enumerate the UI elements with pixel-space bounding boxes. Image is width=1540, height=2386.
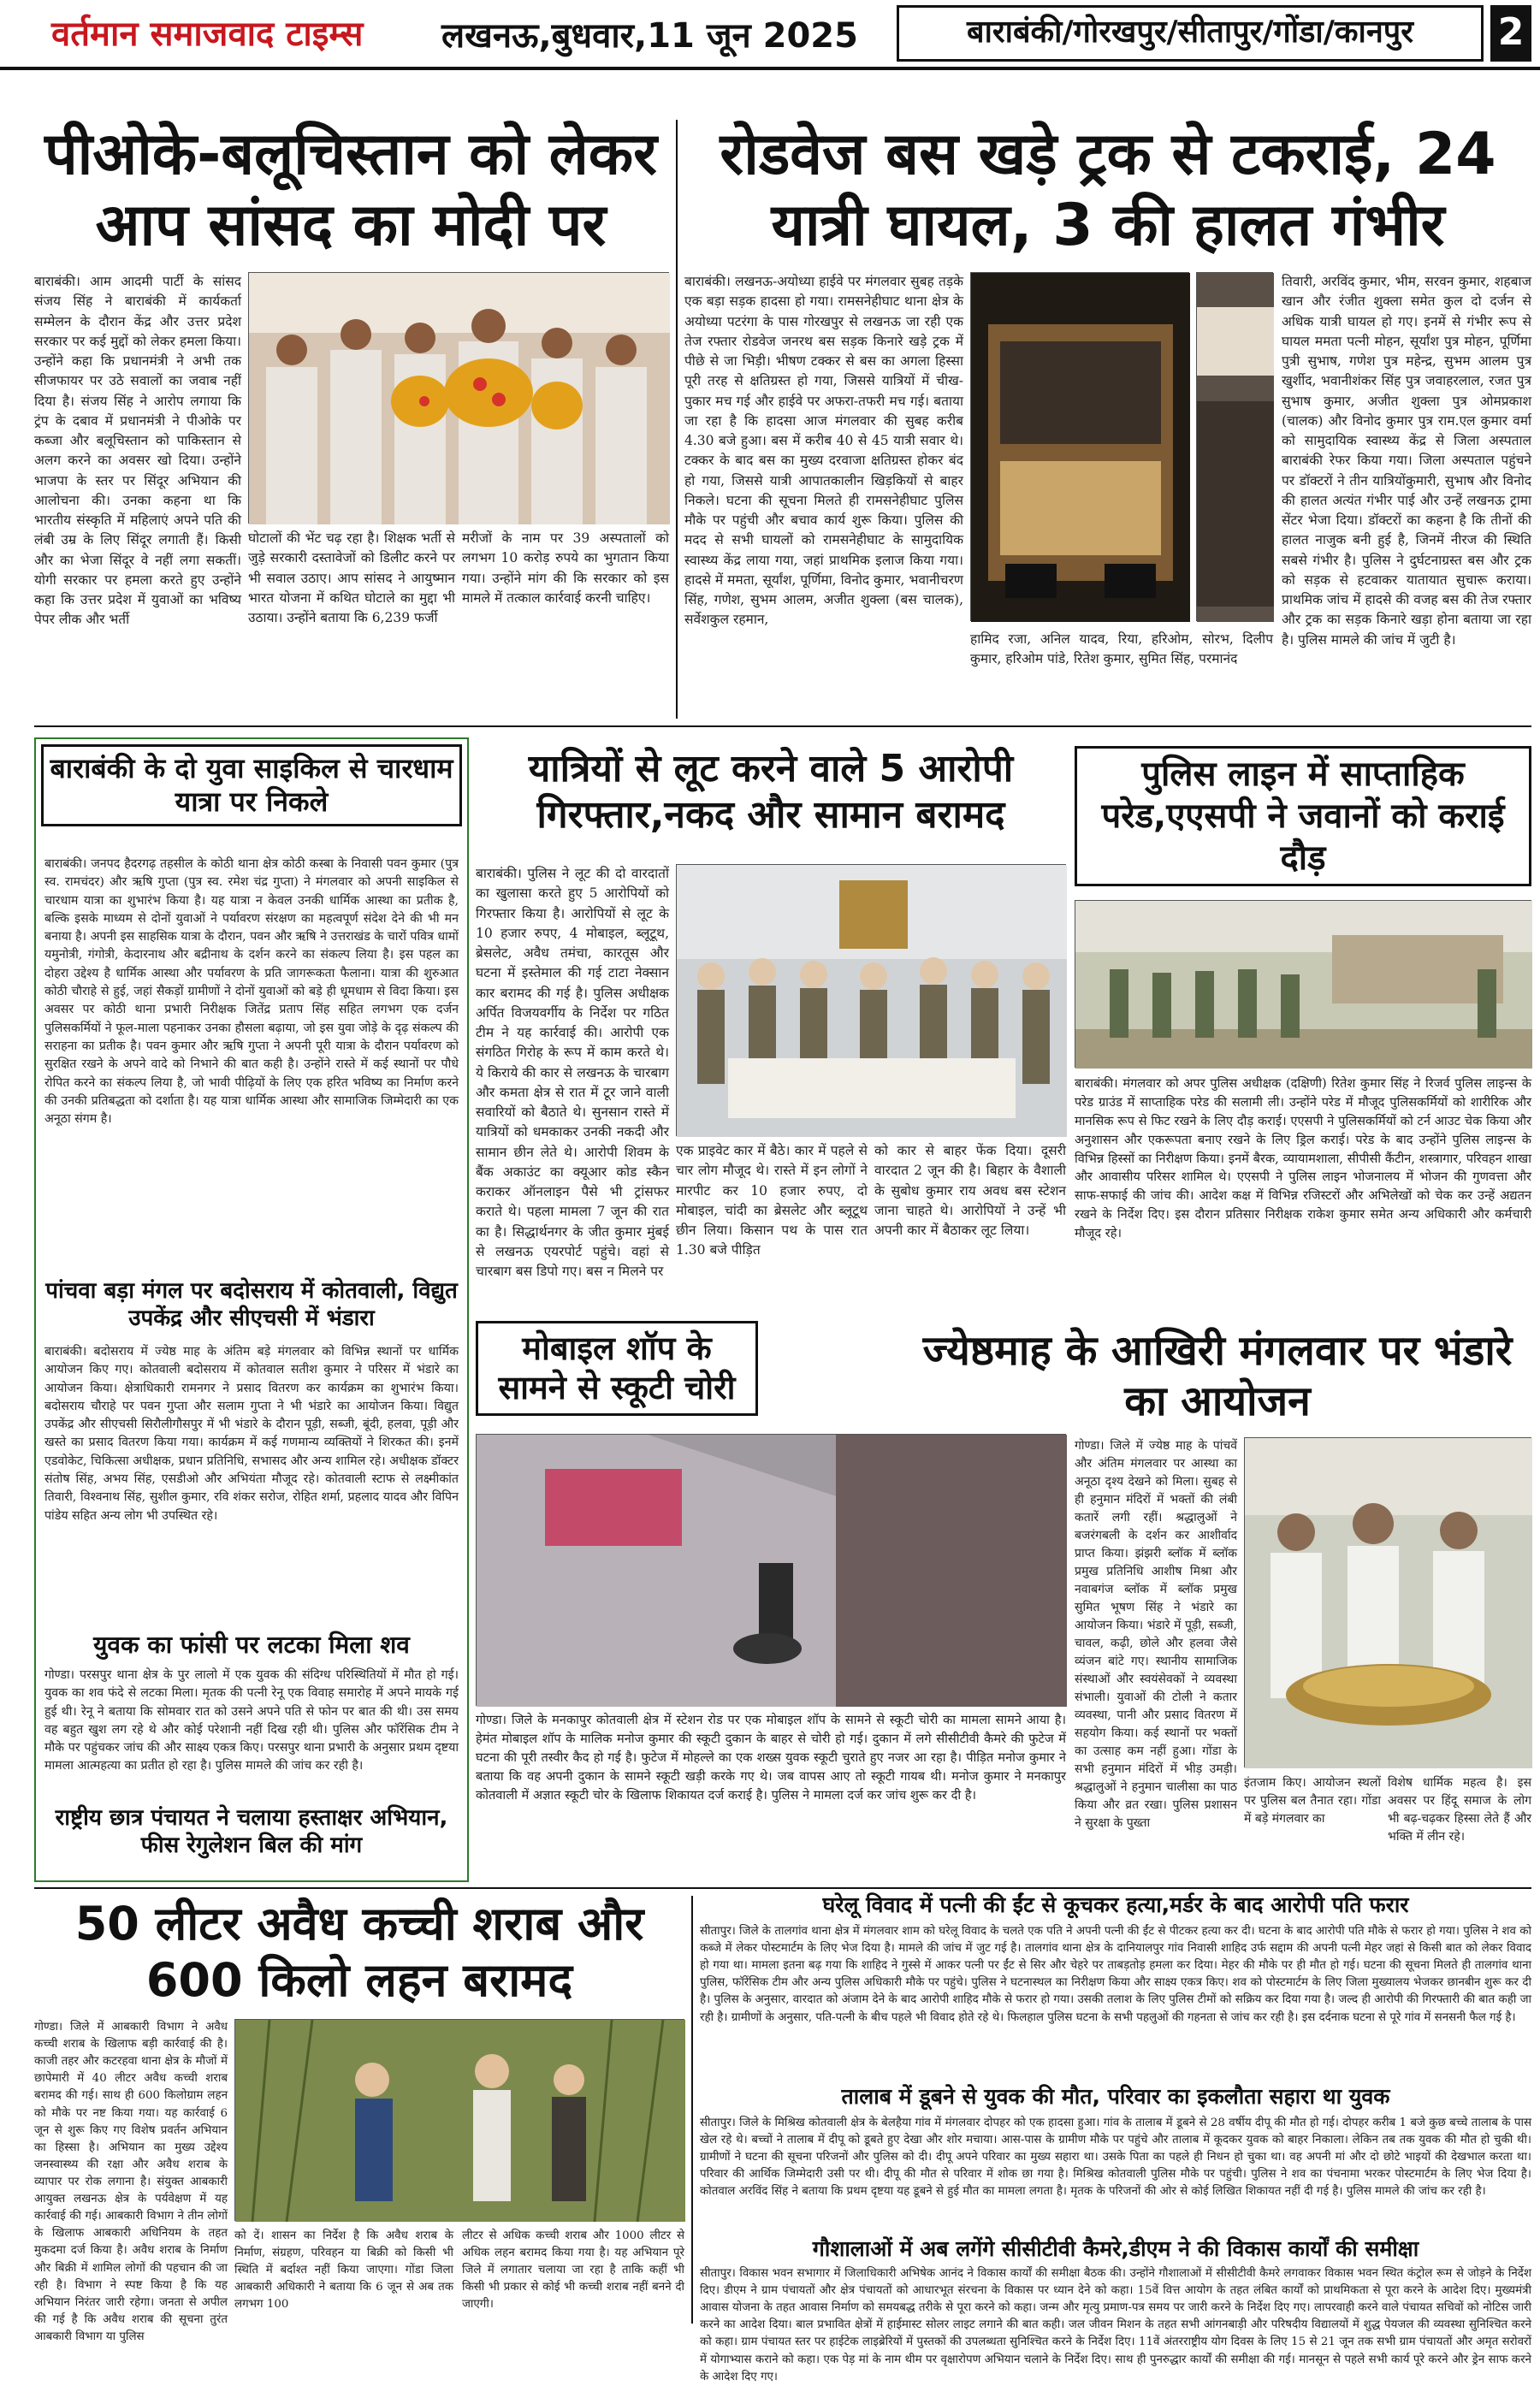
section-rule xyxy=(34,725,1531,727)
headline-loot: यात्रियों से लूट करने वाले 5 आरोपी गिरफ्तार,नकद और सामान बरामद xyxy=(528,747,1014,837)
photo-aap-sansad-garland xyxy=(248,272,669,524)
article-pok-body-3: मरीजों के नाम पर 39 अस्पतालों को लगभग 10 करोड़ रुपये का भुगतान किया गया। उन्होंने मांग की कि सरकार को इस मामले में तत्काल कार्रवाई करनी चाहिए। xyxy=(462,530,669,606)
photo-liquor-raid xyxy=(234,2019,684,2221)
article-parade-body: बाराबंकी। मंगलवार को अपर पुलिस अधीक्षक (दक्षिणी) रितेश कुमार सिंह ने रिजर्व पुलिस लाइन्स के परेड ग्राउंड में साप्ताहिक परेड की सलामी ली। उन्होंने परेड में मौजूद पुलिसकर्मियों को शारीरिक और मानसिक रूप से फिट रखने के लिए दौड़ कराई। एएसपी ने पुलिसकर्मियों को टर्न आउट चेक किया और अनुशासन और एकरूपता बनाए रखने के लिए ड्रिल कराई। परेड के बाद उन्होंने पुलिस लाइन्स के विभिन्न हिस्सों का निरीक्षण किया। इनमें बैरक, व्यायामशाला, सीपीसी कैंटीन, शस्त्रागार, परिवहन शाखा और आवासीय परिसर शामिल थे। एएसपी ने पुलिस लाइन भोजनालय में भोजन की गुणवत्ता और साफ-सफाई की जांच की। आदेश कक्ष में विभिन्न रजिस्टरों और अभिलेखों को चेक कर उन्हें अद्यतन रखने के निर्देश दिए। इस दौरान प्रतिसार निरीक्षक राकेश कुमार समेत अन्य अधिकारी और कर्मचारी मौजूद रहे। xyxy=(1075,1076,1531,1241)
section-rule xyxy=(34,1887,1531,1889)
article-suicide-body: गोण्डा। परसपुर थाना क्षेत्र के पुर लालो में एक युवक की संदिग्ध परिस्थितियों में मौत हो गई। युवक का शव फंदे से लटका मिला। मृतक की पत्नी रेनू एक विवाह समारोह में अपने मायके गई हुई थी। रेनू ने बताया कि सोमवार रात को उसने अपने पति से फोन पर बात की थी। उस समय वह बहुत खुश लग रहे थे और कोई परेशानी नहीं दिख रही थी। पुलिस और फॉरेंसिक टीम ने मौके पर पहुंचकर जांच की और साक्ष्य एकत्र किए। परसपुर थाना प्रभारी के अनुसार प्रथम दृष्टया मामला आत्महत्या का प्रतीत हो रहा है। पुलिस मामले की जांच कर रही है। xyxy=(44,1668,459,1773)
article-cctv-body: सीतापुर। विकास भवन सभागार में जिलाधिकारी अभिषेक आनंद ने विकास कार्यों की समीक्षा बैठक की। उन्होंने गौशालाओं में सीसीटीवी कैमरे लगवाकर विकास भवन स्थित कंट्रोल रूम से जोड़ने के निर्देश दिए। डीएम ने ग्राम पंचायतों और क्षेत्र पंचायतों को आधारभूत संरचना के विकास पर ध्यान देने को कहा। 15वें वित्त आयोग के तहत लंबित कार्यों को प्राथमिकता से पूरा करने के आदेश दिए। मुख्यमंत्री आवास योजना के तहत आवास निर्माण को समयबद्ध तरीके से पूरा करने को कहा। जन्म और मृत्यु प्रमाण-पत्र समय पर जारी करने के निर्देश दिए गए। लापरवाही करने वाले पंचायत सचिवों को नोटिस जारी करने का आदेश दिया। बाल प्रभावित क्षेत्रों में हाईमास्ट सोलर लाइट लगाने की बात कही। जल जीवन मिशन के तहत सभी आंगनबाड़ी और परिषदीय विद्यालयों में शुद्ध पेयजल की व्यवस्था सुनिश्चित करने को कहा। ग्राम पंचायत स्तर पर हाईटेक लाइब्रेरियों में पुस्तकों की उपलब्धता सुनिश्चित करने के निर्देश दिए। 11वें अंतरराष्ट्रीय योग दिवस के लिए 15 से 21 जून तक सभी ग्राम पंचायतों और अमृत सरोवरों में योगाभ्यास कराने को कहा। एक पेड़ मां के नाम थीम पर वृक्षारोपण अभियान चलाने के निर्देश दिए। साथ ही पुनरुद्धार कार्यों की समीक्षा की गई। मानसून से पहले सभी कार्य पूरे करने और ड्रेन साफ करने के आदेश दिए गए। xyxy=(700,2267,1531,2383)
article-liquor-body: गोण्डा। जिले में आबकारी विभाग ने अवैध कच्ची शराब के खिलाफ बड़ी कार्रवाई की है। काजी तहर और कटरहवा थाना क्षेत्र के मौजों में छापेमारी में 40 लीटर अवैध कच्ची शराब बरामद की गई। साथ ही 600 किलोग्राम लहन को मौके पर नष्ट किया गया। यह कार्रवाई 6 जून से शुरू किए गए विशेष प्रवर्तन अभियान का हिस्सा है। अभियान का मुख्य उद्देश्य जनस्वास्थ्य की रक्षा और अवैध शराब के व्यापार पर रोक लगाना है। संयुक्त आबकारी आयुक्त लखनऊ क्षेत्र के पर्यवेक्षण में यह कार्रवाई की गई। आबकारी विभाग ने तीन लोगों के खिलाफ आबकारी अधिनियम के तहत मुकदमा दर्ज किया है। अवैध शराब के निर्माण और बिक्री में शामिल लोगों की पहचान की जा रही है। विभाग ने स्पष्ट किया है कि यह अभियान निरंतर जारी रहेगा। जनता से अपील की गई है कि अवैध शराब की सूचना तुरंत आबकारी विभाग या पुलिस xyxy=(34,2021,228,2343)
headline-roadways: रोडवेज बस खड़े ट्रक से टकराई, 24 यात्री घायल, 3 की हालत गंभीर xyxy=(720,121,1496,259)
dateline: लखनऊ,बुधवार,11 जून 2025 xyxy=(441,16,858,56)
newspaper-brand: वर्तमान समाजवाद टाइम्स xyxy=(51,14,364,54)
article-pok-body-2: घोटालों की भेंट चढ़ रहा है। शिक्षक भर्ती से जुड़े सरकारी दस्तावेजों को डिलीट करने पर भी सवाल उठाए। आप सांसद ने आयुष्मान भारत योजना में कथित घोटाले का मुद्दा भी उठाया। उन्होंने बताया कि 6,239 फर्जी xyxy=(248,530,455,625)
headline-parade: पुलिस लाइन में साप्ताहिक परेड,एएसपी ने जवानों को कराई दौड़ xyxy=(1075,746,1531,886)
article-liquor-body-3: लीटर से अधिक कच्ची शराब और 1000 लीटर से अधिक लहन बरामद किया गया है। यह अभियान पूरे जिले में लगातार चलाया जा रहा है ताकि कहीं भी किसी भी प्रकार से कोई भी कच्ची शराब नहीं बनने दी जाएगी। xyxy=(462,2229,684,2312)
article-loot-body-3: को कार से बाहर फेंक दिया। दूसरी वारदात 2 जून की है। बिहार के वैशाली के सुबोध कुमार राय अवध बस स्टेशन जाना चाहते थे। आरोपियों ने उन्हें भी अपनी कार में बैठाकर लूट लिया। xyxy=(874,1143,1066,1238)
article-drowning-body: सीतापुर। जिले के मिश्रिख कोतवाली क्षेत्र के बेलहैया गांव में मंगलवार दोपहर को एक हादसा हुआ। गांव के तालाब में डूबने से 28 वर्षीय दीपू की मौत हो गई। दोपहर करीब 1 बजे कुछ बच्चे तालाब के पास खेल रहे थे। बच्चों ने तालाब में दीपू को डूबते हुए देखा और शोर मचाया। आस-पास के ग्रामीण मौके पर पहुंचे और तालाब में कूदकर युवक को बाहर निकाला। लेकिन तब तक युवक की मौत हो चुकी थी। ग्रामीणों ने घटना की सूचना परिजनों और पुलिस को दी। दीपू अपने परिवार का मुख्य सहारा था। उसके पिता का पहले ही निधन हो चुका था। वह अपनी मां और दो छोटे भाइयों की देखभाल करता था। परिवार की आर्थिक जिम्मेदारी उसी पर थी। दीपू की मौत से परिवार में शोक छा गया है। मिश्रिख कोतवाली पुलिस मौके पर पहुंची। पुलिस ने शव का पंचनामा भरकर पोस्टमार्टम के लिए भेज दिया है। कोतवाल अरविंद सिंह ने बताया कि प्रथम दृष्टया यह डूबने से हुई मौत का मामला लगता है। मृतक के परिजनों की ओर से कोई लिखित शिकायत नहीं दी गई है। पुलिस मामले की जांच कर रही है। xyxy=(700,2117,1531,2199)
headline-jyeshtha: ज्येष्ठमाह के आखिरी मंगलवार पर भंडारे का आयोजन xyxy=(922,1327,1513,1425)
article-jyeshtha-body-3: विशेष धार्मिक महत्व है। इस अवसर पर हिंदू समाज के लोग भी बढ़-चढ़कर हिस्सा लेते हैं और भक्ति में लीन रहे। xyxy=(1388,1776,1531,1844)
masthead xyxy=(0,0,1540,70)
column-rule xyxy=(676,120,678,719)
article-jyeshtha-body: गोण्डा। जिले में ज्येष्ठ माह के पांचवें और अंतिम मंगलवार पर आस्था का अनूठा दृश्य देखने को मिला। सुबह से ही हनुमान मंदिरों में भक्तों की लंबी कतारें लगी रहीं। श्रद्धालुओं ने बजरंगबली के दर्शन कर आशीर्वाद प्राप्त किया। झंझरी ब्लॉक में ब्लॉक प्रमुख प्रतिनिधि आशीष मिश्रा और नवाबगंज ब्लॉक में ब्लॉक प्रमुख सुमित भूषण सिंह ने भंडारे का आयोजन किया। भंडारे में पूड़ी, सब्जी, चावल, कढ़ी, छोले और हलवा जैसे व्यंजन बांटे गए। स्थानीय सामाजिक संस्थाओं और स्वयंसेवकों ने व्यवस्था संभाली। युवाओं की टोली ने कतार व्यवस्था, पानी और प्रसाद वितरण में सहयोग किया। कई स्थानों पर भक्तों का उत्साह कम नहीं हुआ। गोंडा के सभी हनुमान मंदिरों में भीड़ उमड़ी। श्रद्धालुओं ने हनुमान चालीसा का पाठ किया और व्रत रखा। पुलिस प्रशासन ने सुरक्षा के पुख्ता xyxy=(1075,1439,1237,1830)
headline-bhandara-badosarai: पांचवा बड़ा मंगल पर बदोसराय में कोतवाली, विद्युत उपकेंद्र और सीएचसी में भंडारा xyxy=(45,1278,458,1331)
headline-cycle: बाराबंकी के दो युवा साइकिल से चारधाम यात्रा पर निकले xyxy=(41,744,462,826)
article-jyeshtha-body-2: इंतजाम किए। आयोजन स्थलों पर पुलिस बल तैनात रहा। गोंडा में बड़े मंगलवार का xyxy=(1244,1776,1381,1826)
headline-liquor: 50 लीटर अवैध कच्ची शराब और 600 किलो लहन बरामद xyxy=(74,1897,644,2007)
headline-pok: पीओके-बलूचिस्तान को लेकर आप सांसद का मोदी पर xyxy=(44,121,657,259)
headline-students: राष्ट्रीय छात्र पंचायत ने चलाया हस्ताक्षर अभियान, फीस रेगुलेशन बिल की मांग xyxy=(55,1805,448,1858)
article-liquor-body-2: को दें। शासन का निर्देश है कि अवैध शराब के निर्माण, संग्रहण, परिवहन या बिक्री को किसी भी स्थिति में बर्दाश्त नहीं किया जाएगा। गोंडा जिला आबकारी अधिकारी ने बताया कि 6 जून से अब तक लगभग 100 xyxy=(234,2229,453,2312)
photo-bus-interior xyxy=(1196,272,1273,621)
article-bhandara-badosarai-body: बाराबंकी। बदोसराय में ज्येष्ठ माह के अंतिम बड़े मंगलवार को विभिन्न स्थानों पर धार्मिक आयोजन किए गए। कोतवाली बदोसराय में कोतवाल सतीश कुमार ने परिसर में भंडारे का आयोजन किया। क्षेत्राधिकारी रामनगर ने प्रसाद वितरण कर कार्यक्रम का शुभारंभ किया। बदोसराय चौराहे पर पवन गुप्ता और सलाम गुप्ता ने भी भंडारे का आयोजन किया। विद्युत उपकेंद्र और सीएचसी सिरौलीगौसपुर में भी भंडारे के दौरान पूड़ी, सब्जी, बूंदी, हलवा, पूड़ी और खस्ते का प्रसाद वितरण किया गया। कार्यक्रम में कई गणमान्य व्यक्तियों ने शिरकत की। इनमें एडवोकेट, चिकित्सा अधीक्षक, प्रधान प्रतिनिधि, सभासद और अन्य शामिल रहे। अधीक्षक डॉक्टर संतोष सिंह, अभय सिंह, एसडीओ और अभियंता मौजूद रहे। कोतवाली स्टाफ से लक्ष्मीकांत तिवारी, विश्वनाथ सिंह, सुशील कुमार, रवि शंकर सरोज, रोहित शर्मा, प्रहलाद यादव और विपिन पांडेय सहित अन्य लोग भी उपस्थित रहे। xyxy=(44,1345,459,1523)
headline-suicide: युवक का फांसी पर लटका मिला शव xyxy=(93,1631,410,1659)
headline-scooty: मोबाइल शॉप के सामने से स्कूटी चोरी xyxy=(476,1321,758,1416)
article-loot-body-2: एक प्राइवेट कार में बैठे। कार में पहले से चार लोग मौजूद थे। रास्ते में इन लोगों ने मारपीट कर 10 हजार रुपए, दो मोबाइल, चांदी का ब्रेसलेट और ब्लूटूथ छीन लिया। किसान पथ के पास रात 1.30 बजे पीड़ित xyxy=(676,1143,868,1258)
article-murder-body: सीतापुर। जिले के तालगांव थाना क्षेत्र में मंगलवार शाम को घरेलू विवाद के चलते एक पति ने अपनी पत्नी की ईंट से पीटकर हत्या कर दी। घटना के बाद आरोपी पति मौके से फरार हो गया। पुलिस ने शव को कब्जे में लेकर पोस्टमार्टम के लिए भेज दिया है। मामले की जांच में जुट गई है। तालगांव थाना क्षेत्र के दानियालपुर गांव निवासी शाहिद उर्फ सद्दाम की अपनी पत्नी मेहर जहां से किसी बात को लेकर विवाद हो गया था। मामला इतना बढ़ गया कि शाहिद ने गुस्से में आकर पत्नी पर ईंट से सिर और चेहरे पर ताबड़तोड़ हमला कर दिया। मेहर की मौके पर ही मौत हो गई। घटना की सूचना मिलते ही तालगांव थाना पुलिस, फॉरेंसिक टीम और अन्य पुलिस अधिकारी मौके पर पहुंचे। पुलिस ने घटनास्थल का निरीक्षण किया और साक्ष्य एकत्र किए। शव को पोस्टमार्टम के लिए जिला मुख्यालय भेजकर छानबीन शुरू कर दी है। पुलिस के अनुसार, वारदात को अंजाम देने के बाद आरोपी शाहिद मौके से फरार हो गया। उसकी तलाश के लिए पुलिस टीमों को सक्रिय कर दिया गया है। जल्द ही आरोपी की गिरफ्तारी की बात कही जा रही है। ग्रामीणों के अनुसार, पति-पत्नी के बीच पहले भी विवाद होते रहे थे। फिलहाल पुलिस घटना के सभी पहलुओं की गहनता से जांच कर रही है। इस दर्दनाक घटना से पूरे गांव में सनसनी फैल गई है। xyxy=(700,1925,1532,2024)
article-roadways-body-2: हामिद रजा, अनिल यादव, रिया, हरिओम, सोरभ, दिलीप कुमार, हरिओम पांडे, रितेश कुमार, सुमित सिंह, परमानंद xyxy=(970,631,1273,667)
article-cycle-body: बाराबंकी। जनपद हैदरगढ़ तहसील के कोठी थाना क्षेत्र कोठी कस्बा के निवासी पवन कुमार (पुत्र स्व. रामचंदर) और ऋषि गुप्ता (पुत्र स्व. रमेश चंद्र गुप्ता) ने मंगलवार को अपनी साइकिल से चारधाम यात्रा का शुभारंभ किया है। यह यात्रा न केवल उनकी धार्मिक आस्था का प्रतीक है, बल्कि इसके माध्यम से दोनों युवाओं ने पर्यावरण संरक्षण का महत्वपूर्ण संदेश देने की भी मन बनाया है। अपनी इस साहसिक यात्रा के दौरान, पवन और ऋषि ने उत्तराखंड के चारों पवित्र धामों यमुनोत्री, गंगोत्री, केदारनाथ और बद्रीनाथ के दर्शन करने का संकल्प लिया है। इस पहल का दोहरा उद्देश्य है धार्मिक आस्था और पर्यावरण के प्रति जागरूकता फैलाना। यात्रा की शुरुआत कोठी चौराहे से हुई, जहां सैकड़ों ग्रामीणों ने दोनों युवाओं को बड़े ही धूमधाम से विदा किया। इस अवसर पर कोठी थाना प्रभारी निरीक्षक जितेंद्र प्रताप सिंह सहित लगभग एक दर्जन पुलिसकर्मियों ने फूल-माला पहनाकर उनका हौसला बढ़ाया, जो इस युवा जोड़े के दृढ़ संकल्प की सराहना का प्रतीक है। पवन कुमार और ऋषि गुप्ता ने अपनी पूरी यात्रा के दौरान पर्यावरण को सुरक्षित रखने के अपने वादे को निभाने की बात कही है। उन्होंने रास्ते में कई स्थानों पर पौधे रोपित करने का संकल्प लिया है, जो भावी पीढ़ियों के लिए एक हरित भविष्य का निर्माण करने की उनकी प्रतिबद्धता को दर्शाता है। यह यात्रा धार्मिक आस्था और सामाजिक जिम्मेदारी का एक अनूठा संगम है। xyxy=(44,857,459,1127)
photo-parade xyxy=(1075,900,1531,1068)
photo-cctv-scooty xyxy=(476,1434,1066,1706)
article-loot-body: बाराबंकी। पुलिस ने लूट की दो वारदातों का खुलासा करते हुए 5 आरोपियों को गिरफ्तार किया है। आरोपियों से लूट के 10 हजार रुपए, 4 मोबाइल, ब्लूटूथ, ब्रेसलेट, अवैध तमंचा, कारतूस और घटना में इस्तेमाल की गई टाटा नेक्सान कार बरामद की गई है। पुलिस अधीक्षक अर्पित विजयवर्गीय के निर्देश पर गठित टीम ने यह कार्रवाई की। आरोपी एक संगठित गिरोह के रूप में काम करते थे। ये किराये की कार से लखनऊ के चारबाग और कमता क्षेत्र से रात में टूर जाने वाली सवारियों को बैठाते थे। सुनसान रास्ते में यात्रियों को धमकाकर उनकी नकदी और सामान छीन लेते थे। आरोपी शिवम के बैंक अकाउंट का क्यूआर कोड स्कैन कराकर ऑनलाइन पैसे भी ट्रांसफर कराते थे। पहला मामला 7 जून की रात का है। सिद्धार्थनगर के जीत कुमार मुंबई से लखनऊ एयरपोर्ट पहुंचे। वहां से चारबाग बस डिपो गए। बस न मिलने पर xyxy=(476,866,669,1279)
article-pok-body: बाराबंकी। आम आदमी पार्टी के सांसद संजय सिंह ने बाराबंकी में कार्यकर्ता सम्मेलन के दौरान केंद्र और उत्तर प्रदेश सरकार पर कई मुद्दों को लेकर हमला किया। उन्होंने कहा कि प्रधानमंत्री ने अभी तक सीजफायर पर उठे सवालों का जवाब नहीं दिया है। संजय सिंह ने आरोप लगाया कि ट्रंप के दबाव में प्रधानमंत्री ने पीओके पर कब्जा और बलूचिस्तान को पाकिस्तान से अलग करने का अवसर खो दिया। उन्होंने भाजपा के स्तर पर सिंदूर अभियान की आलोचना की। उनका कहना था कि भारतीय संस्कृति में महिलाएं अपने पति की लंबी उम्र के लिए सिंदूर लगाती हैं। किसी और का भेजा सिंदूर वे नहीं लगा सकतीं। योगी सरकार पर हमला करते हुए उन्होंने कहा कि उत्तर प्रदेश में युवाओं का भविष्य पेपर लीक और भर्ती xyxy=(34,274,241,628)
photo-bus-accident xyxy=(970,272,1189,621)
article-roadways-body: बाराबंकी। लखनऊ-अयोध्या हाईवे पर मंगलवार सुबह तड़के एक बड़ा सड़क हादसा हो गया। रामसनेहीघाट थाना क्षेत्र के अयोध्या पटरंगा के पास गोरखपुर से लखनऊ जा रही एक तेज रफ्तार रोडवेज जनरथ बस सड़क किनारे खड़े ट्रक में पीछे से जा भिड़ी। भीषण टक्कर से बस का अगला हिस्सा पूरी तरह से क्षतिग्रस्त हो गया, जिससे यात्रियों में चीख-पुकार मच गई और हाईवे पर अफरा-तफरी मच गई। बताया जा रहा है कि हादसा आज मंगलवार की सुबह करीब 4.30 बजे हुआ। बस में करीब 40 से 45 यात्री सवार थे। टक्कर के बाद बस का मुख्य दरवाजा क्षतिग्रस्त होकर बंद हो गया, जिससे यात्री आपातकालीन खिड़कियों से बाहर निकले। घटना की सूचना मिलते ही रामसनेहीघाट पुलिस मौके पर पहुंची और बचाव कार्य शुरू किया। पुलिस की मदद से सभी घायलों को रामसनेहीघाट के सामुदायिक स्वास्थ्य केंद्र लाया गया, जहां प्राथमिक इलाज किया गया। हादसे में ममता, सूर्यांश, पूर्णिमा, विनोद कुमार, भवानीचरण सिंह, गणेश, सुभम आलम, अजीत शुक्ला (बस चालक), सर्वेशकुल रहमान, xyxy=(684,274,963,628)
article-roadways-body-3: तिवारी, अरविंद कुमार, भीम, सरवन कुमार, शहबाज खान और रंजीत शुक्ला समेत कुल दो दर्जन से अधिक यात्री घायल हो गए। इनमें से गंभीर रूप से घायल ममता पत्नी मोहन, सूर्यांश पुत्र मोहन, पूर्णिमा पुत्री सुभाष, गणेश पुत्र महेन्द्र, सुभम आलम पुत्र खुर्शीद, भवानीशंकर सिंह पुत्र जवाहरलाल, रजत पुत्र सुभाष कुमार, अजीत शुक्ला पुत्र ओमप्रकाश (चालक) और विनोद कुमार पुत्र राम.एल कुमार वर्मा को सामुदायिक स्वास्थ्य केंद्र से जिला अस्पताल बाराबंकी रेफर किया गया। जिला अस्पताल पहुंचने पर डॉक्टरों ने तीन यात्रियोंकुमारी, सुभाष और विनोद की हालत अत्यंत गंभीर पाई और उन्हें लखनऊ ट्रामा सेंटर भेजा दिया। डॉक्टरों का कहना है कि तीनों की हालत नाजुक बनी हुई है, जिनमें नीरज की स्थिति सबसे गंभीर है। पुलिस ने दुर्घटनाग्रस्त बस और ट्रक को सड़क से हटवाकर यातायात सुचारू कराया। प्राथमिक जांच में हादसे की वजह बस की तेज रफ्तार और ट्रक का सड़क किनारे खड़ा होना बताया जा रहा है। पुलिस मामले की जांच में जुटी है। xyxy=(1282,274,1531,648)
page-number: 2 xyxy=(1490,5,1531,62)
headline-murder: घरेलू विवाद में पत्नी की ईंट से कूचकर हत्या,मर्डर के बाद आरोपी पति फरार xyxy=(822,1892,1409,1917)
photo-bhandara-gonda xyxy=(1244,1437,1531,1767)
article-scooty-body: गोण्डा। जिले के मनकापुर कोतवाली क्षेत्र में स्टेशन रोड पर एक मोबाइल शॉप के सामने से स्कूटी चोरी का मामला सामने आया है। हेमंत मोबाइल शॉप के मालिक मनोज कुमार की स्कूटी दुकान के बाहर से चोरी हो गई। दुकान में लगे सीसीटीवी कैमरे की फुटेज में घटना की पूरी तस्वीर कैद हो गई है। फुटेज में मोहल्ले का एक शख्स युवक स्कूटी चुराते हुए नजर आ रहा है। पीड़ित मनोज कुमार ने बताया कि वह अपनी दुकान के सामने स्कूटी खड़ी करके गए थे। जब वापस आए तो स्कूटी गायब थी। मनोज कुमार ने मनकापुर कोतवाली में अज्ञात स्कूटी चोर के खिलाफ शिकायत दर्ज कराई है। पुलिस ने मामला दर्ज कर जांच शुरू कर दी है। xyxy=(476,1713,1066,1803)
headline-cctv: गौशालाओं में अब लगेंगे सीसीटीवी कैमरे,डीएम ने की विकास कार्यों की समीक्षा xyxy=(812,2236,1419,2261)
column-rule xyxy=(691,1896,693,2324)
headline-drowning: तालाब में डूबने से युवक की मौत, परिवार का इकलौता सहारा था युवक xyxy=(841,2084,1390,2109)
photo-loot-arrest xyxy=(676,864,1066,1136)
edition-regions: बाराबंकी/गोरखपुर/सीतापुर/गोंडा/कानपुर xyxy=(897,5,1484,62)
